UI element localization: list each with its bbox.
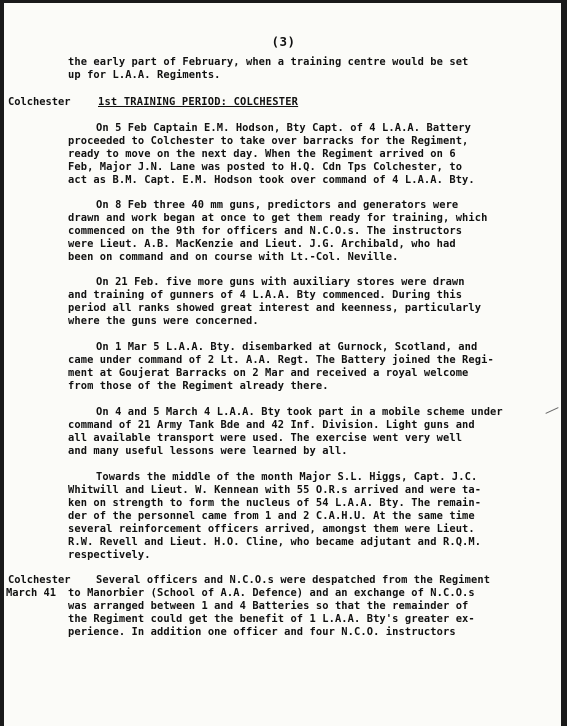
paragraph-line: perience. In addition one officer and four N.C.O. instructors xyxy=(68,626,456,638)
paragraph-line: Whitwill and Lieut. W. Kennean with 55 O.R.s arrived and were ta- xyxy=(68,484,482,496)
paragraph-line: On 5 Feb Captain E.M. Hodson, Bty Capt. of 4 L.A.A. Battery xyxy=(96,122,471,134)
scan-border-top xyxy=(0,0,567,3)
paragraph-line: from those of the Regiment already there. xyxy=(68,380,329,392)
paragraph-line: Several officers and N.C.O.s were despatched from the Regiment xyxy=(96,574,491,586)
scan-border-left xyxy=(0,0,4,726)
paragraph-line: Towards the middle of the month Major S.L. Higgs, Capt. J.C. xyxy=(96,471,478,483)
paragraph-line: where the guns were concerned. xyxy=(68,315,259,327)
page-number: (3) xyxy=(271,34,296,49)
paragraph-line: Feb, Major J.N. Lane was posted to H.Q. Cdn Tps Colchester, to xyxy=(68,161,463,173)
paragraph-line: several reinforcement officers arrived, amongst them were Lieut. xyxy=(68,523,475,535)
paragraph-line: proceeded to Colchester to take over barracks for the Regiment, xyxy=(68,135,469,147)
paragraph-line: all available transport were used. The exercise went very well xyxy=(68,432,463,444)
paragraph-line: was arranged between 1 and 4 Batteries so that the remainder of xyxy=(68,600,469,612)
paragraph-line: R.W. Revell and Lieut. H.O. Cline, who became adjutant and R.Q.M. xyxy=(68,536,482,548)
paragraph-line: been on command and on course with Lt.-Col. Neville. xyxy=(68,251,399,263)
margin-location-label: Colchester xyxy=(8,574,71,586)
paragraph-line: respectively. xyxy=(68,549,151,561)
paragraph-line: the Regiment could get the benefit of 1 L.A.A. Bty's greater ex- xyxy=(68,613,475,625)
paragraph-line: commenced on the 9th for officers and N.C.O.s. The instructors xyxy=(68,225,463,237)
paragraph-line: command of 21 Army Tank Bde and 42 Inf. Division. Light guns and xyxy=(68,419,475,431)
intro-line: up for L.A.A. Regiments. xyxy=(68,69,221,81)
paragraph-line: drawn and work began at once to get them ready for training, which xyxy=(68,212,488,224)
margin-location-label: Colchester xyxy=(8,96,71,108)
paragraph-line: On 4 and 5 March 4 L.A.A. Bty took part in a mobile scheme under xyxy=(96,406,503,418)
paragraph-line: ken on strength to form the nucleus of 54 L.A.A. Bty. The remain- xyxy=(68,497,482,509)
scan-border-right xyxy=(561,0,567,726)
intro-line: the early part of February, when a training centre would be set xyxy=(68,56,469,68)
paragraph-line: came under command of 2 Lt. A.A. Regt. The Battery joined the Regi- xyxy=(68,354,494,366)
paragraph-line: period all ranks showed great interest and keenness, particularly xyxy=(68,302,482,314)
margin-mark xyxy=(545,407,558,414)
section-heading: 1st TRAINING PERIOD: COLCHESTER xyxy=(98,96,299,108)
paragraph-line: to Manorbier (School of A.A. Defence) and an exchange of N.C.O.s xyxy=(68,587,475,599)
paragraph-line: der of the personnel came from 1 and 2 C.A.H.U. At the same time xyxy=(68,510,475,522)
paragraph-line: were Lieut. A.B. MacKenzie and Lieut. J.G. Archibald, who had xyxy=(68,238,456,250)
margin-date-label: March 41 xyxy=(6,587,57,599)
paragraph-line: act as B.M. Capt. E.M. Hodson took over command of 4 L.A.A. Bty. xyxy=(68,174,475,186)
paragraph-line: and many useful lessons were learned by all. xyxy=(68,445,348,457)
paragraph-line: and training of gunners of 4 L.A.A. Bty commenced. During this xyxy=(68,289,463,301)
paragraph-line: ready to move on the next day. When the Regiment arrived on 6 xyxy=(68,148,456,160)
paragraph-line: ment at Goujerat Barracks on 2 Mar and received a royal welcome xyxy=(68,367,469,379)
paragraph-line: On 21 Feb. five more guns with auxiliary stores were drawn xyxy=(96,276,465,288)
paragraph-line: On 1 Mar 5 L.A.A. Bty. disembarked at Gurnock, Scotland, and xyxy=(96,341,478,353)
paragraph-line: On 8 Feb three 40 mm guns, predictors and generators were xyxy=(96,199,459,211)
